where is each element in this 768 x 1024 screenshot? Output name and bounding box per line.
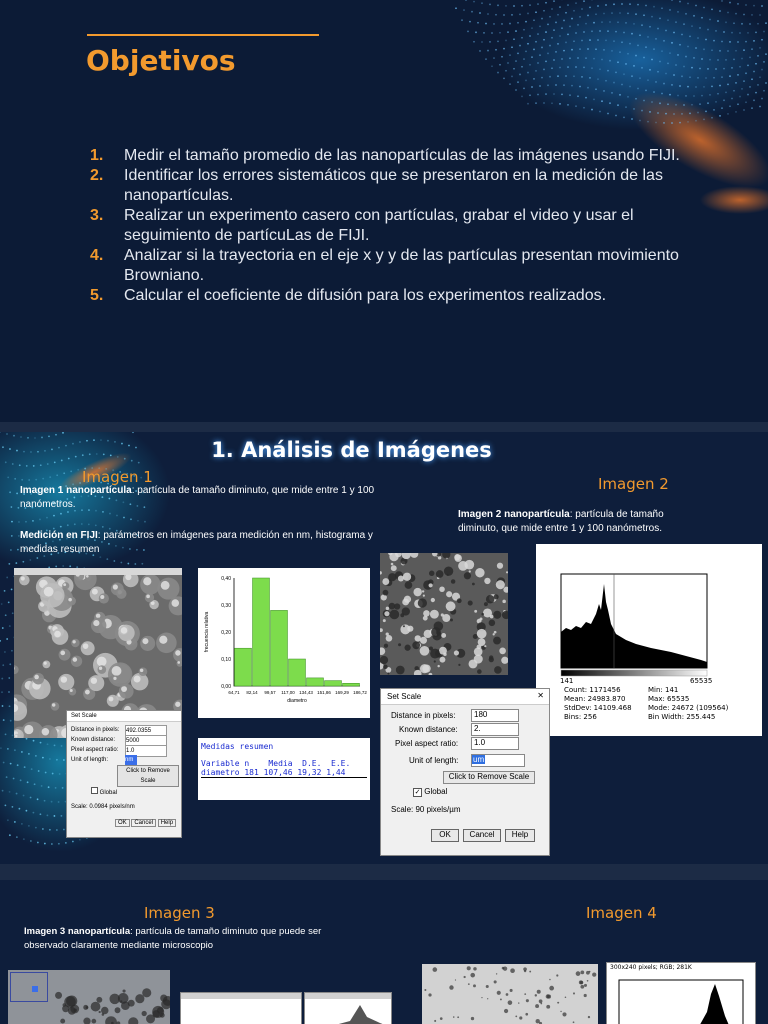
slide-analisis-imagenes xyxy=(0,432,768,864)
image1-label: Imagen 1 xyxy=(82,468,153,486)
list-number: 5. xyxy=(90,287,104,304)
unit-input[interactable] xyxy=(471,754,525,767)
global-option xyxy=(413,787,447,797)
histogram-svg xyxy=(198,568,370,718)
list-item xyxy=(90,146,690,166)
list-text: Realizar un experimento casero con partículas, grabar el video y usar el seguimiento de partícuLas de FIJI. xyxy=(124,207,634,244)
global-label: Global xyxy=(424,787,448,796)
micro-image-4 xyxy=(422,964,598,1024)
histogram-window-4 xyxy=(606,962,756,1024)
summary-box xyxy=(198,738,370,800)
known-distance-input[interactable]: 5000 xyxy=(125,735,167,747)
histogram-bar xyxy=(289,659,306,686)
aspect-input[interactable]: 1.0 xyxy=(125,745,167,757)
desc-bold: Imagen 2 nanopartícula xyxy=(458,509,570,520)
field-label: Known distance: xyxy=(71,737,116,743)
x-tick-label: 64,71 xyxy=(228,690,240,695)
histogram-bar xyxy=(235,648,252,686)
list-text: Medir el tamaño promedio de las nanopartículas de las imágenes usando FIJI. xyxy=(124,147,680,164)
x-tick-label: 151,86 xyxy=(317,690,331,695)
histogram-bar xyxy=(253,578,270,686)
fiji-description xyxy=(20,529,400,557)
histogram-bar xyxy=(271,610,288,686)
distance-input[interactable]: 492.0355 xyxy=(125,725,167,737)
dialog-title: Set Scale xyxy=(67,711,181,722)
summary-title: Medidas resumen xyxy=(201,742,274,751)
unit-selected-text: um xyxy=(473,755,485,764)
y-tick-label: 0,30 xyxy=(221,603,231,609)
known-distance-input[interactable]: 2. xyxy=(471,723,519,736)
desc-text: : partícula de tamaño diminuto que puede ser observado claramente mediante microscopio xyxy=(24,926,322,951)
summary-header: Variable n Media D.E. E.E. xyxy=(201,759,351,768)
hist2-min: Min: 141 xyxy=(648,686,679,694)
image3-description xyxy=(24,925,354,953)
section-title: 1. Análisis de Imágenes xyxy=(211,438,492,462)
list-item xyxy=(90,246,690,286)
histogram-4-svg xyxy=(607,972,755,1024)
y-axis-label: frecuencia relativa xyxy=(204,611,210,653)
desc-bold: Imagen 1 nanopartícula xyxy=(20,485,132,496)
hist2-mean: Mean: 24983.870 xyxy=(564,695,626,703)
slide-objetivos xyxy=(0,0,768,422)
y-tick-label: 0,00 xyxy=(221,684,231,690)
ok-button[interactable]: OK xyxy=(115,819,130,827)
scale-readout: Scale: 0.0984 pixels/nm xyxy=(71,804,135,810)
close-icon[interactable]: ✕ xyxy=(537,691,544,700)
hist2-min-axis: 141 xyxy=(560,677,574,685)
image1-description xyxy=(20,484,390,512)
objectives-list xyxy=(90,146,690,306)
list-item xyxy=(90,206,690,246)
dialog-title: Set Scale xyxy=(387,692,422,701)
x-tick-label: 186,72 xyxy=(353,690,367,695)
threshold-window xyxy=(304,992,392,1024)
list-text: Calcular el coeficiente de difusión para los experimentos realizados. xyxy=(124,287,607,304)
sem-image-2 xyxy=(380,553,508,675)
slide-separator xyxy=(0,864,768,880)
field-label: Pixel aspect ratio: xyxy=(71,747,119,753)
cancel-button[interactable]: Cancel xyxy=(131,819,156,827)
x-tick-label: 117,00 xyxy=(281,690,295,695)
hist2-stats-right xyxy=(648,686,728,722)
aspect-input[interactable]: 1.0 xyxy=(471,737,519,750)
title-underline xyxy=(87,34,319,36)
particle-texture xyxy=(422,964,598,1024)
image4-label: Imagen 4 xyxy=(586,904,657,922)
remove-scale-button[interactable]: Click to Remove Scale xyxy=(117,765,179,787)
global-label: Global xyxy=(99,790,118,796)
help-button[interactable]: Help xyxy=(158,819,176,827)
x-axis-label: diametro xyxy=(287,698,307,704)
page-title: Objetivos xyxy=(86,44,236,77)
list-number: 2. xyxy=(90,167,104,184)
summary-row: diametro 181 107,46 19,32 1,44 xyxy=(201,768,367,778)
list-number: 3. xyxy=(90,207,104,224)
list-item xyxy=(90,286,690,306)
desc-bold: Medición en FIJI xyxy=(20,530,98,541)
field-label: Distance in pixels: xyxy=(71,727,120,733)
scale-readout: Scale: 90 pixels/µm xyxy=(391,805,461,814)
hist2-max: Max: 65535 xyxy=(648,695,690,703)
remove-scale-button[interactable]: Click to Remove Scale xyxy=(443,771,535,784)
field-label: Known distance: xyxy=(399,725,458,734)
histogram-bar xyxy=(343,683,360,686)
field-label: Distance in pixels: xyxy=(391,711,456,720)
slide-imagen-3-4 xyxy=(0,880,768,1024)
particle-texture xyxy=(8,970,170,1024)
image3-label: Imagen 3 xyxy=(144,904,215,922)
x-tick-label: 169,29 xyxy=(335,690,349,695)
ok-button[interactable]: OK xyxy=(431,829,459,842)
cancel-button[interactable]: Cancel xyxy=(463,829,501,842)
hist2-count: Count: 1171456 xyxy=(564,686,621,694)
field-label: Unit of length: xyxy=(71,757,109,763)
distance-input[interactable]: 180 xyxy=(471,709,519,722)
nanoparticle-texture xyxy=(380,553,508,675)
hist2-max-axis: 65535 xyxy=(690,677,713,685)
image2-description xyxy=(458,508,698,536)
y-tick-label: 0,40 xyxy=(221,576,231,582)
x-tick-label: 99,57 xyxy=(264,690,276,695)
unit-input[interactable]: nm xyxy=(125,755,137,765)
hist2-bin-width: Bin Width: 255.445 xyxy=(648,713,716,721)
hist2-stats-left xyxy=(564,686,632,722)
y-tick-label: 0,20 xyxy=(221,630,231,636)
desc-text: : partícula de tamaño diminuto, que mide entre 1 y 100 nanómetros. xyxy=(20,485,375,510)
histogram-bar xyxy=(325,681,342,686)
slide-separator xyxy=(0,422,768,432)
list-text: Identificar los errores sistemáticos que se presentaron en la medición de las nanopartículas. xyxy=(124,167,663,204)
list-number: 1. xyxy=(90,147,104,164)
x-tick-label: 134,43 xyxy=(299,690,313,695)
global-checkbox[interactable]: ✓ xyxy=(414,789,421,796)
histogram-chart xyxy=(198,568,370,718)
threshold-histogram xyxy=(305,999,391,1024)
window-header: 300x240 pixels; RGB; 281K xyxy=(610,964,692,971)
dialog-titlebar xyxy=(381,689,549,705)
help-button[interactable]: Help xyxy=(505,829,535,842)
field-label: Unit of length: xyxy=(409,756,459,765)
hist2-bins: Bins: 256 xyxy=(564,713,597,721)
list-number: 4. xyxy=(90,247,104,264)
set-scale-dialog-large xyxy=(380,688,550,856)
y-tick-label: 0,10 xyxy=(221,657,231,663)
hist2-mode: Mode: 24672 (109564) xyxy=(648,704,729,712)
desc-bold: Imagen 3 nanopartícula xyxy=(24,926,131,937)
field-label: Pixel aspect ratio: xyxy=(395,739,459,748)
list-item xyxy=(90,166,690,206)
image2-label: Imagen 2 xyxy=(598,475,669,493)
x-tick-label: 82,14 xyxy=(246,690,258,695)
histogram-window-2 xyxy=(536,544,762,736)
desc-text: : parámetros en imágenes para medición en nm, histograma y medidas resumen xyxy=(20,530,373,555)
list-text: Analizar si la trayectoria en el eje x y y de las partículas presentan movimiento Browniano. xyxy=(124,247,679,284)
set-scale-dialog-small xyxy=(66,710,182,838)
hist2-stddev: StdDev: 14109.468 xyxy=(564,704,632,712)
histogram-bar xyxy=(307,678,324,686)
global-checkbox[interactable] xyxy=(91,787,98,794)
micro-image-3 xyxy=(8,970,170,1024)
desc-text: : partícula de tamaño diminuto, que mide entre 1 y 100 nanómetros. xyxy=(458,509,664,534)
fiji-window-small xyxy=(180,992,302,1024)
